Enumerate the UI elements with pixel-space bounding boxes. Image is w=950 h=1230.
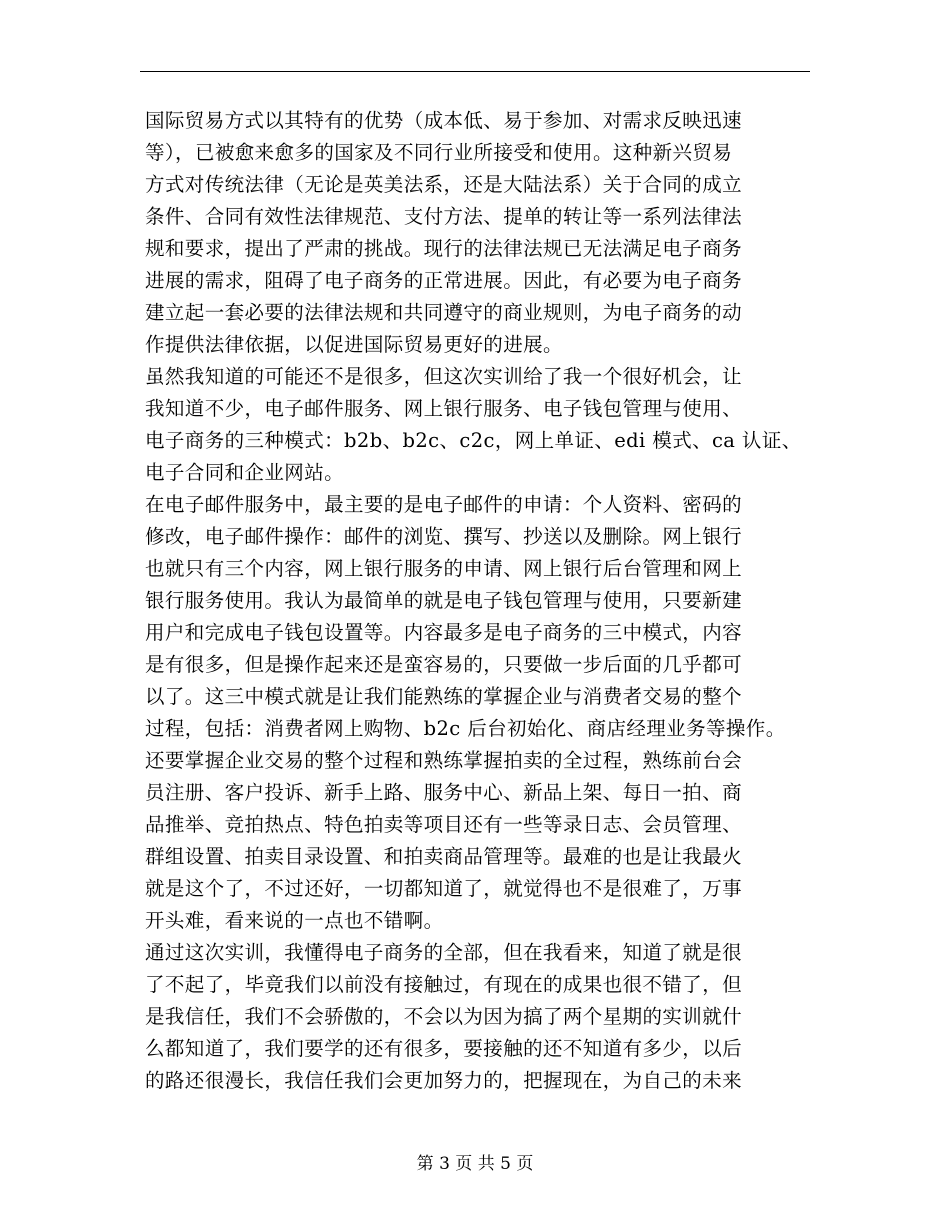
text-line: 国际贸易方式以其特有的优势（成本低、易于参加、对需求反映迅速 <box>145 109 743 132</box>
text-line: 以了。这三中模式就是让我们能熟练的掌握企业与消费者交易的整个 <box>145 685 743 708</box>
text-line: 规和要求，提出了严肃的挑战。现行的法律法规已无法满足电子商务 <box>145 237 743 260</box>
text-line: 电子商务的三种模式：b2b、b2c、c2c，网上单证、edi 模式、ca 认证、 <box>145 429 802 452</box>
text-line: 等），已被愈来愈多的国家及不同行业所接受和使用。这种新兴贸易 <box>145 141 733 164</box>
text-line: 的路还很漫长，我信任我们会更加努力的，把握现在，为自己的未来 <box>145 1069 743 1092</box>
text-line: 虽然我知道的可能还不是很多，但这次实训给了我一个很好机会，让 <box>145 365 743 388</box>
text-line: 进展的需求，阻碍了电子商务的正常进展。因此，有必要为电子商务 <box>145 269 743 292</box>
text-line: 开头难，看来说的一点也不错啊。 <box>145 909 444 932</box>
text-line: 银行服务使用。我认为最简单的就是电子钱包管理与使用，只要新建 <box>145 589 743 612</box>
text-line: 过程，包括：消费者网上购物、b2c 后台初始化、商店经理业务等操作。 <box>145 717 786 740</box>
text-line: 电子合同和企业网站。 <box>145 461 345 484</box>
text-line: 在电子邮件服务中，最主要的是电子邮件的申请：个人资料、密码的 <box>145 493 743 516</box>
text-line: 品推举、竞拍热点、特色拍卖等项目还有一些等录日志、会员管理、 <box>145 813 743 836</box>
text-line: 建立起一套必要的法律法规和共同遵守的商业规则，为电子商务的动 <box>145 301 743 324</box>
text-line: 修改，电子邮件操作：邮件的浏览、撰写、抄送以及删除。网上银行 <box>145 525 743 548</box>
header-rule <box>140 71 810 72</box>
text-line: 用户和完成电子钱包设置等。内容最多是电子商务的三中模式，内容 <box>145 621 743 644</box>
text-line: 还要掌握企业交易的整个过程和熟练掌握拍卖的全过程，熟练前台会 <box>145 749 743 772</box>
document-body <box>145 105 825 1097</box>
page-number-footer: 第 3 页 共 5 页 <box>416 1154 534 1174</box>
text-line: 通过这次实训，我懂得电子商务的全部，但在我看来，知道了就是很 <box>145 941 743 964</box>
text-line: 也就只有三个内容，网上银行服务的申请、网上银行后台管理和网上 <box>145 557 743 580</box>
text-line: 是有很多，但是操作起来还是蛮容易的，只要做一步后面的几乎都可 <box>145 653 743 676</box>
text-line: 条件、合同有效性法律规范、支付方法、提单的转让等一系列法律法 <box>145 205 743 228</box>
text-line: 了不起了，毕竟我们以前没有接触过，有现在的成果也很不错了，但 <box>145 973 743 996</box>
text-line: 就是这个了，不过还好，一切都知道了，就觉得也不是很难了，万事 <box>145 877 743 900</box>
text-line: 么都知道了，我们要学的还有很多，要接触的还不知道有多少，以后 <box>145 1037 743 1060</box>
text-line: 作提供法律依据，以促进国际贸易更好的进展。 <box>145 333 563 356</box>
text-line: 群组设置、拍卖目录设置、和拍卖商品管理等。最难的也是让我最火 <box>145 845 743 868</box>
text-line: 是我信任，我们不会骄傲的，不会以为因为搞了两个星期的实训就什 <box>145 1005 743 1028</box>
text-line: 我知道不少，电子邮件服务、网上银行服务、电子钱包管理与使用、 <box>145 397 743 420</box>
text-line: 方式对传统法律（无论是英美法系，还是大陆法系）关于合同的成立 <box>145 173 743 196</box>
text-line: 员注册、客户投诉、新手上路、服务中心、新品上架、每日一拍、商 <box>145 781 743 804</box>
